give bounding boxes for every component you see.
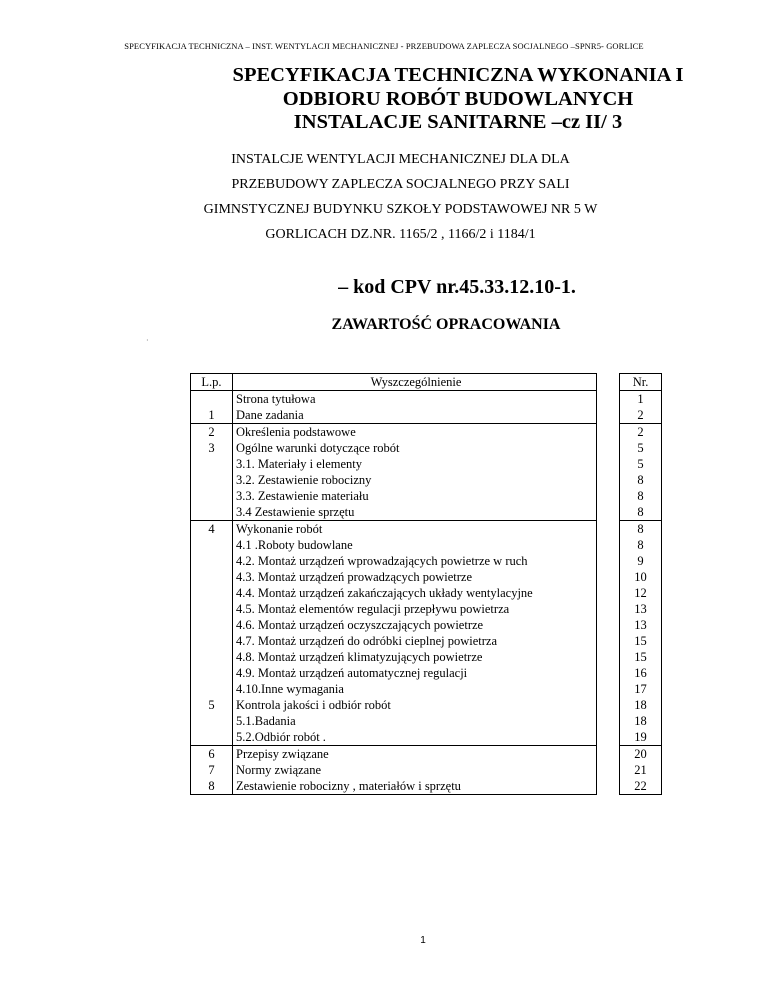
subtitle-line-1: INSTALCJE WENTYLACJI MECHANICZNEJ DLA DLA (231, 152, 570, 167)
lp-cell-line: 8 (208, 779, 215, 793)
lp-cell-line (191, 488, 232, 504)
lp-cell-line (191, 585, 232, 601)
subtitle-line-4: GORLICACH DZ.NR. 1165/2 , 1166/2 i 1184/1 (265, 227, 536, 242)
lp-cell-line (191, 504, 232, 520)
page-number-cell-line: 9 (637, 554, 644, 568)
lp-cell-line (191, 472, 232, 488)
stray-mark: · (146, 336, 149, 345)
page-number-cell (620, 521, 662, 746)
page-number-cell-line: 22 (634, 779, 647, 793)
lp-cell-line (191, 391, 232, 407)
page-number-cell-line: 15 (634, 634, 647, 648)
description-cell (233, 746, 597, 795)
contents-heading: ZAWARTOŚĆ OPRACOWANIA (331, 316, 561, 333)
page-number-cell (620, 746, 662, 795)
lp-cell (191, 746, 233, 795)
description-cell-line: 4.3. Montaż urządzeń prowadzących powietrze (236, 570, 472, 584)
description-cell-line: 3.1. Materiały i elementy (236, 457, 363, 471)
description-cell-line: 4.7. Montaż urządzeń do odróbki cieplnej powietrza (236, 634, 498, 648)
table-gap (597, 521, 620, 746)
lp-cell-line (191, 553, 232, 569)
lp-cell (191, 424, 233, 521)
description-cell-line: Zestawienie robocizny , materiałów i sprzętu (236, 779, 461, 793)
description-cell-line: 5.1.Badania (236, 714, 296, 728)
page-number-cell-line: 15 (634, 650, 647, 664)
page-number-cell-line: 8 (637, 538, 644, 552)
table-row (191, 424, 662, 521)
description-cell (233, 391, 597, 424)
cpv-code: – kod CPV nr.45.33.12.10-1. (338, 276, 576, 298)
description-cell-line: 4.6. Montaż urządzeń oczyszczających powietrze (236, 618, 484, 632)
title-line-2: ODBIORU ROBÓT BUDOWLANYCH (282, 87, 634, 110)
table-gap (597, 391, 620, 424)
lp-cell (191, 391, 233, 424)
description-cell-line: 4.1 .Roboty budowlane (236, 538, 353, 552)
description-cell-line: Przepisy związane (236, 747, 329, 761)
description-cell (233, 521, 597, 746)
lp-cell-line: 1 (208, 408, 215, 422)
description-cell-line: 4.5. Montaż elementów regulacji przepływu powietrza (236, 602, 510, 616)
lp-cell-line: 3 (208, 441, 215, 455)
lp-cell-line: 7 (208, 763, 215, 777)
table-header-row (191, 374, 662, 391)
header-desc: Wyszczególnienie (233, 374, 597, 391)
lp-cell-line: 6 (208, 747, 215, 761)
description-cell-line: 4.9. Montaż urządzeń automatycznej regulacji (236, 666, 468, 680)
description-cell-line: 3.2. Zestawienie robocizny (236, 473, 372, 487)
description-cell-line: 4.8. Montaż urządzeń klimatyzujących powietrze (236, 650, 483, 664)
table-row (191, 521, 662, 746)
lp-cell-line (191, 713, 232, 729)
page-number-cell-line: 17 (634, 682, 647, 696)
lp-cell-line: 5 (208, 698, 215, 712)
description-cell-line: Określenia podstawowe (236, 425, 356, 439)
page-number-cell-line: 20 (634, 747, 647, 761)
description-cell-line: Dane zadania (236, 408, 304, 422)
page-number-cell-line: 21 (634, 763, 647, 777)
page-number-cell-line: 10 (634, 570, 647, 584)
page-number-cell-line: 5 (637, 457, 644, 471)
running-header: SPECYFIKACJA TECHNICZNA – INST. WENTYLACJI MECHANICZNEJ - PRZEBUDOWA ZAPLECZA SOCJALNEGO –SPNR5- GORLICE (124, 41, 644, 51)
description-cell-line: 4.2. Montaż urządzeń wprowadzających powietrze w ruch (236, 554, 528, 568)
page-number-cell-line: 18 (634, 714, 647, 728)
page-number-cell-line: 16 (634, 666, 647, 680)
page-number-cell-line: 5 (637, 441, 644, 455)
lp-cell-line (191, 456, 232, 472)
table-gap (597, 424, 620, 521)
page-number-cell-line: 8 (637, 505, 644, 519)
table-gap (597, 374, 620, 391)
contents-table (190, 373, 662, 795)
title-line-3: INSTALACJE SANITARNE –cz II/ 3 (293, 111, 623, 133)
page-number-cell-line: 8 (637, 473, 644, 487)
header-nr: Nr. (620, 374, 662, 391)
lp-cell-line (191, 665, 232, 681)
description-cell-line: Ogólne warunki dotyczące robót (236, 441, 400, 455)
description-cell-line: 3.4 Zestawienie sprzętu (236, 505, 355, 519)
table-gap (597, 746, 620, 795)
description-cell-line: Kontrola jakości i odbiór robót (236, 698, 391, 712)
lp-cell-line (191, 681, 232, 697)
description-cell-line: 5.2.Odbiór robót . (236, 730, 326, 744)
page-number-cell-line: 2 (637, 408, 644, 422)
subtitle-line-3: GIMNSTYCZNEJ BUDYNKU SZKOŁY PODSTAWOWEJ NR 5 W (203, 202, 598, 217)
page-number-cell-line: 2 (637, 425, 644, 439)
page-number-cell-line: 18 (634, 698, 647, 712)
page-number: 1 (420, 935, 426, 946)
description-cell-line: Strona tytułowa (236, 392, 316, 406)
description-cell (233, 424, 597, 521)
lp-cell-line (191, 537, 232, 553)
lp-cell-line: 2 (208, 425, 215, 439)
subtitle-line-2: PRZEBUDOWY ZAPLECZA SOCJALNEGO PRZY SALI (231, 177, 570, 192)
lp-cell-line (191, 649, 232, 665)
page-number-cell-line: 12 (634, 586, 647, 600)
page-number-cell (620, 424, 662, 521)
lp-cell-line (191, 729, 232, 745)
description-cell-line: 4.10.Inne wymagania (236, 682, 344, 696)
page-number-cell-line: 13 (634, 602, 647, 616)
document-title (218, 64, 698, 135)
description-cell-line: Normy związane (236, 763, 322, 777)
lp-cell-line: 4 (208, 522, 215, 536)
lp-cell-line (191, 601, 232, 617)
lp-cell-line (191, 633, 232, 649)
lp-cell-line (191, 617, 232, 633)
page-number-cell-line: 13 (634, 618, 647, 632)
description-cell-line: Wykonanie robót (236, 522, 323, 536)
lp-cell (191, 521, 233, 746)
page-number-cell (620, 391, 662, 424)
page-number-cell-line: 19 (634, 730, 647, 744)
page-number-cell-line: 1 (637, 392, 644, 406)
page-number-cell-line: 8 (637, 522, 644, 536)
table-row (191, 746, 662, 795)
description-cell-line: 4.4. Montaż urządzeń zakańczających układy wentylacyjne (236, 586, 533, 600)
page-number-cell-line: 8 (637, 489, 644, 503)
description-cell-line: 3.3. Zestawienie materiału (236, 489, 369, 503)
title-line-1: SPECYFIKACJA TECHNICZNA WYKONANIA I (232, 64, 684, 86)
header-lp: L.p. (191, 374, 233, 391)
table-row (191, 391, 662, 424)
lp-cell-line (191, 569, 232, 585)
